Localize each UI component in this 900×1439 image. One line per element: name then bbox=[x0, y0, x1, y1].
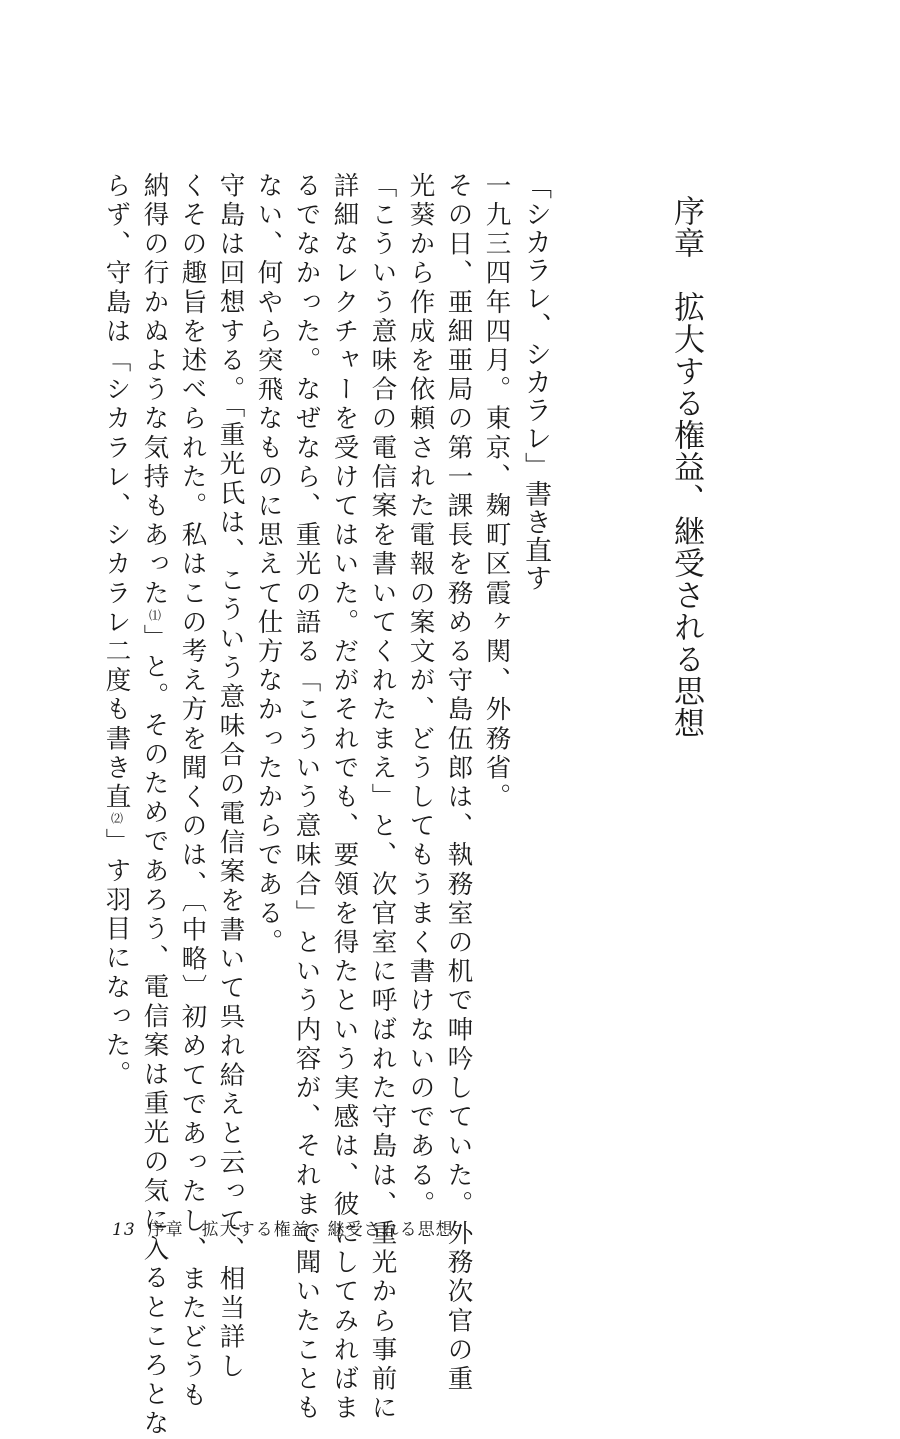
body-line: 一九三四年四月。東京、麹町区霞ヶ関、外務省。 bbox=[481, 172, 512, 813]
note-ref-1: ⑴ bbox=[147, 608, 162, 625]
body-line-part: 」す羽目になった。 bbox=[101, 827, 132, 1090]
body-line: るでなかった。なぜなら、重光の語る「こういう意味合」という内容が、それまで聞いたことも bbox=[291, 172, 322, 1424]
body-line-part: 」と。そのためであろう、電信案は重光の気に入るところとな bbox=[139, 624, 170, 1439]
note-ref-2: ⑵ bbox=[109, 812, 124, 828]
body-line: その日、亜細亜局の第一課長を務める守島伍郎は、執務室の机で呻吟していた。外務次官の重 bbox=[443, 172, 474, 1395]
body-line bbox=[101, 172, 132, 1090]
body-line: 「こういう意味合の電信案を書いてくれたまえ」と、次官室に呼ばれた守島は、重光から事前に bbox=[367, 172, 398, 1424]
body-line: 守島は回想する。「重光氏は、こういう意味合の電信案を書いて呉れ給えと云って、相当詳し bbox=[215, 172, 246, 1382]
body-line: 光葵から作成を依頼された電報の案文が、どうしてもうまく書けないのである。 bbox=[405, 172, 436, 1220]
body-line bbox=[139, 172, 170, 1439]
body-line: 詳細なレクチャーを受けてはいた。だがそれでも、要領を得たという実感は、彼にしてみればま bbox=[329, 172, 360, 1424]
page-number: 13 bbox=[112, 1220, 136, 1240]
body-line-part: らず、守島は「シカラレ、シカラレ二度も書き直 bbox=[101, 172, 132, 813]
body-line: ない、何やら突飛なものに思えて仕方なかったからである。 bbox=[253, 172, 284, 958]
body-line-part: 納得の行かぬような気持もあった bbox=[139, 172, 170, 609]
page-footer bbox=[112, 1215, 454, 1240]
body-line: くその趣旨を述べられた。私はこの考え方を聞くのは、〔中略〕初めてであったし、またどうも bbox=[177, 172, 208, 1411]
chapter-title: 序章 拡大する権益、継受される思想 bbox=[668, 195, 704, 739]
section-heading: 「シカラレ、シカラレ」書き直す bbox=[520, 172, 551, 592]
running-title: 序章 拡大する権益、継受される思想 bbox=[147, 1220, 454, 1240]
